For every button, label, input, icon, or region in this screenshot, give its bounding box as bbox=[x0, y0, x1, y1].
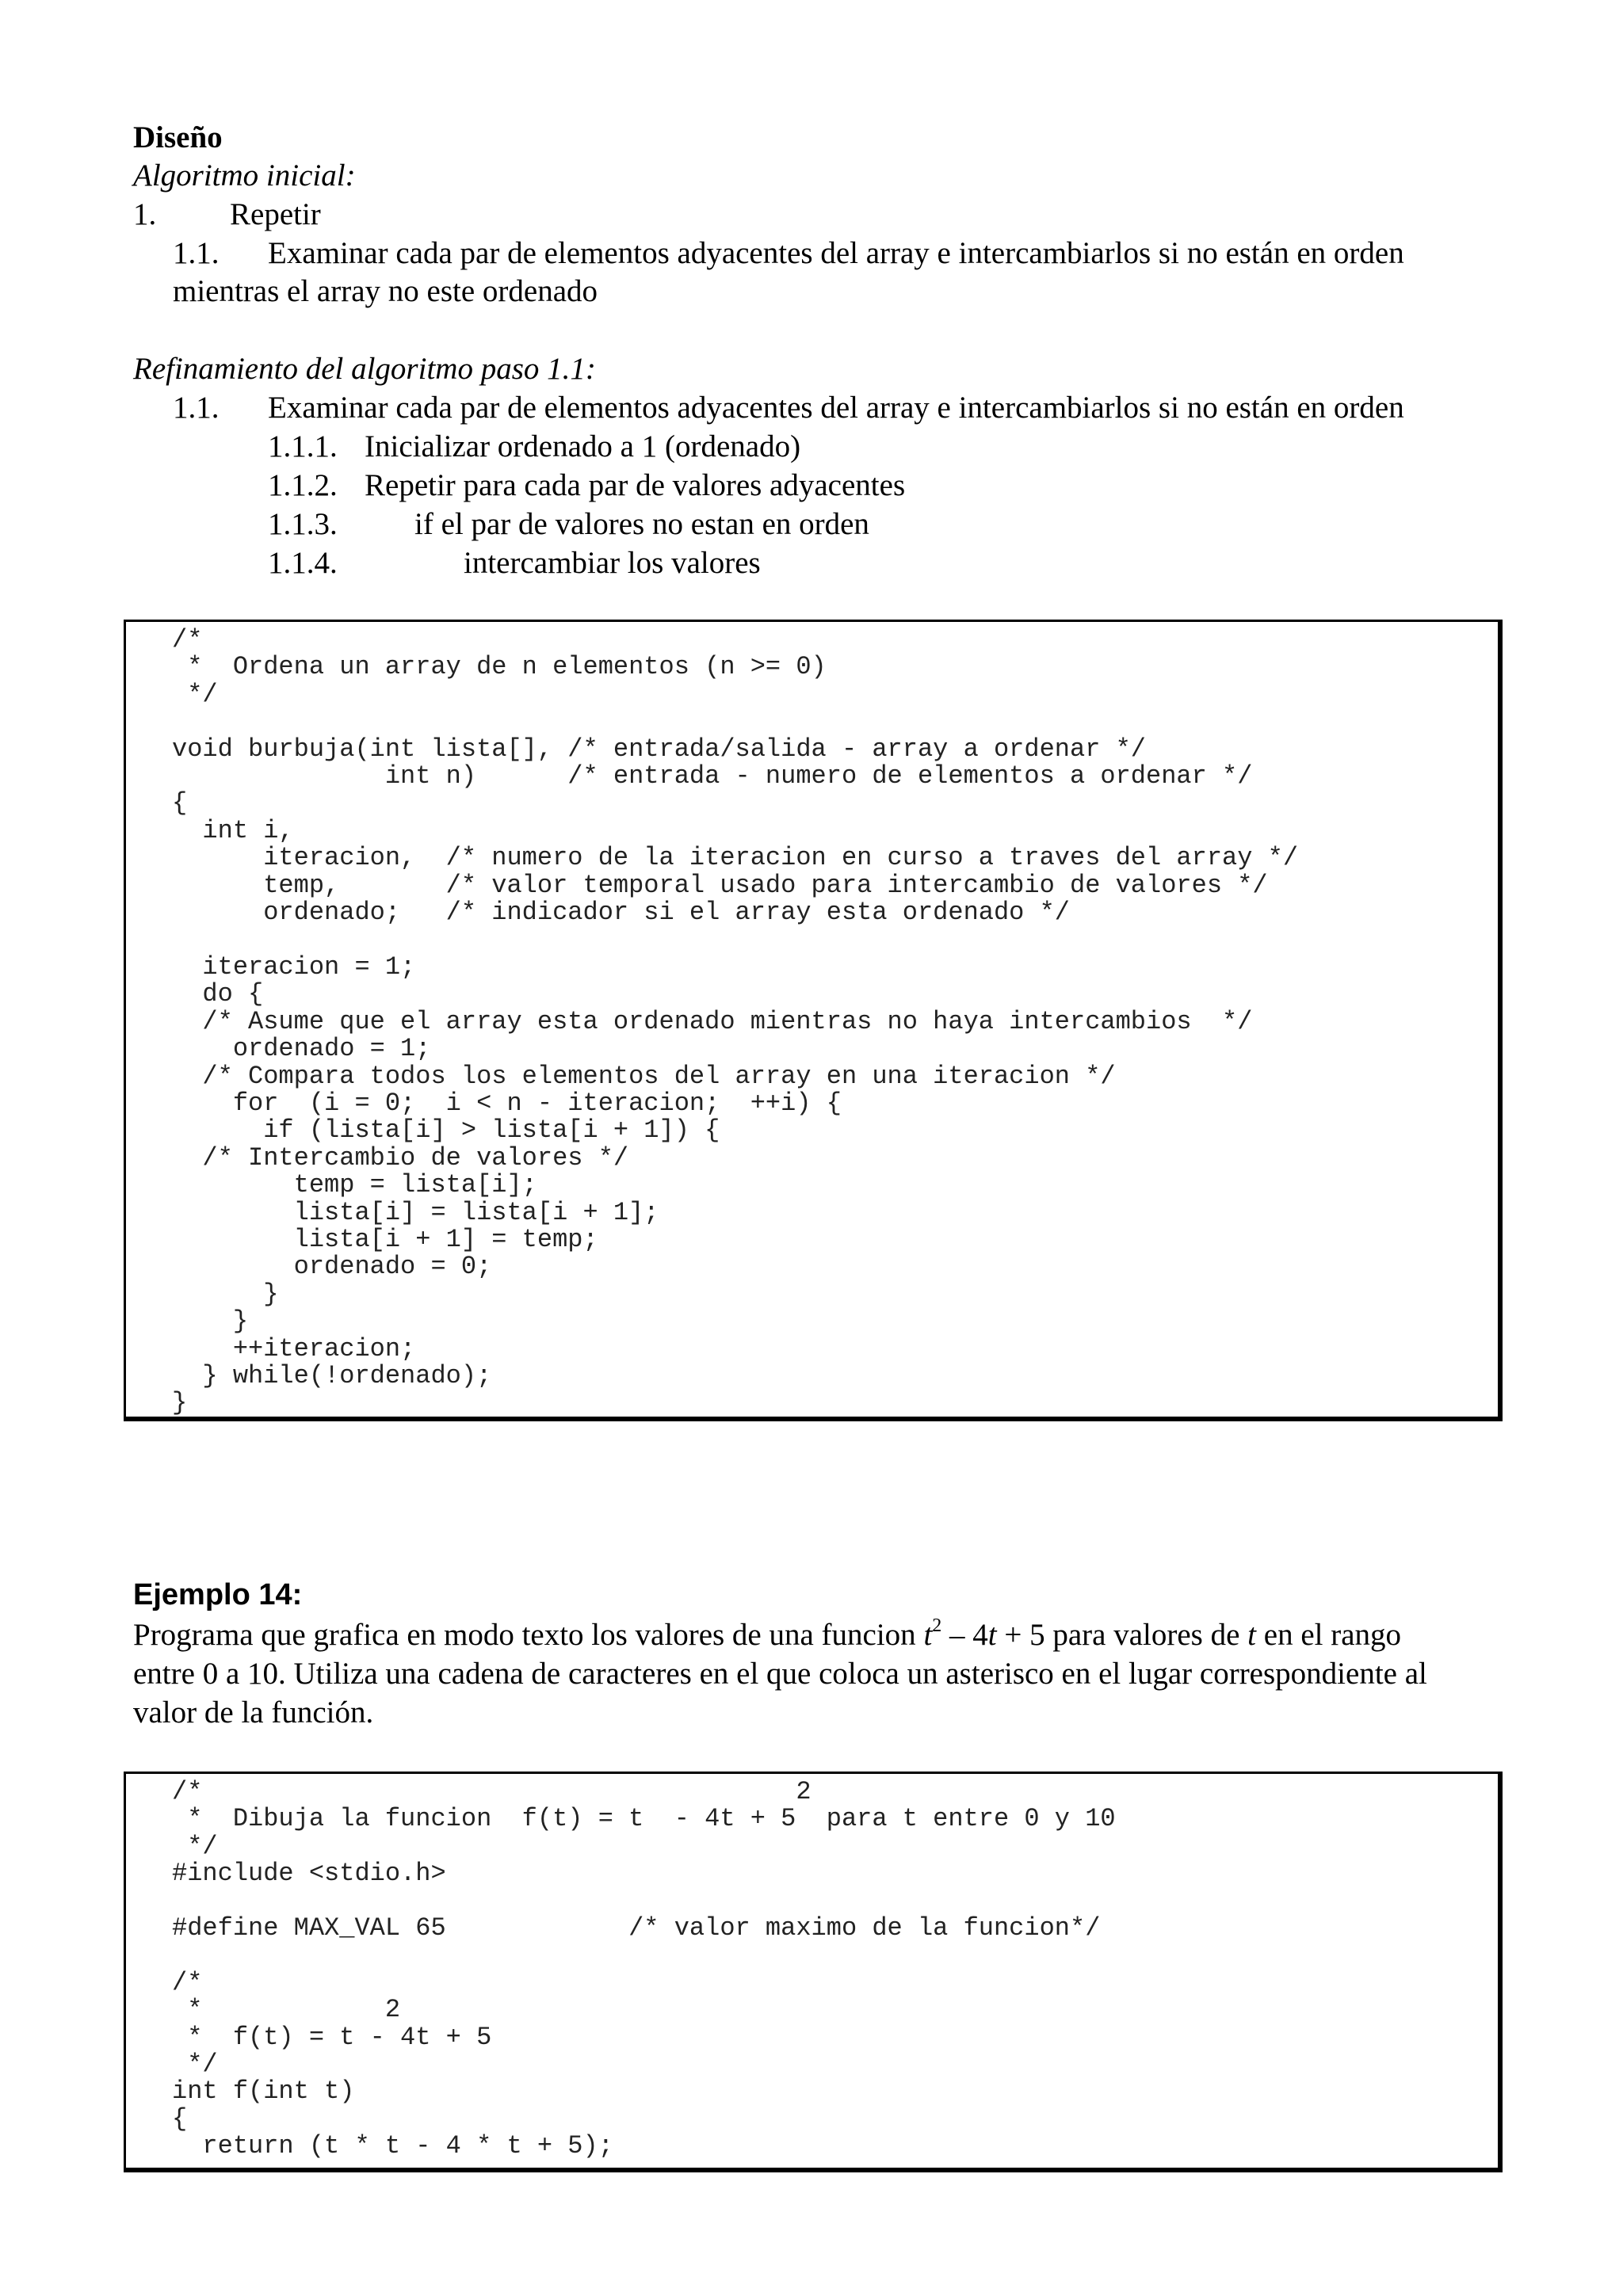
refine-1-1-4-text: intercambiar los valores bbox=[464, 546, 761, 580]
refine-1-1-2-number: 1.1.2. bbox=[268, 468, 338, 502]
refine-1-1-3-number: 1.1.3. bbox=[268, 507, 338, 541]
code-funcion: /* 2 * Dibuja la funcion f(t) = t - 4t + 5 para t entre 0 y 10 */ #include <stdio.h> #define MAX_VAL 65 /* valor maximo de la funcion*/ /* * 2 * f(t) = t - 4t + 5 */ int f(int t) { return (t * t - 4 * t + 5); bbox=[172, 1777, 1116, 2161]
step-1-1-continuation: mientras el array no este ordenado bbox=[173, 274, 598, 308]
refinement-label: Refinamiento del algoritmo paso 1.1: bbox=[133, 352, 596, 386]
refine-1-1-3-text: if el par de valores no estan en orden bbox=[414, 507, 869, 541]
step-1-1-text: Examinar cada par de elementos adyacentes del array e intercambiarlos si no están en orden bbox=[268, 236, 1404, 270]
refine-1-1-1-number: 1.1.1. bbox=[268, 429, 338, 463]
initial-algorithm-label: Algoritmo inicial: bbox=[133, 158, 356, 193]
example-description-line-1: Programa que grafica en modo texto los valores de una funcion $t^2 - 4t + 5$ para valores de t en el rango bbox=[133, 1615, 1402, 1652]
step-1-1-number: 1.1. bbox=[173, 236, 220, 270]
refine-1-1-4-number: 1.1.4. bbox=[268, 546, 338, 580]
example-description-line-2: entre 0 a 10. Utiliza una cadena de caracteres en el que coloca un asterisco en el lugar correspondiente al bbox=[133, 1657, 1427, 1691]
refine-1-1-1-text: Inicializar ordenado a 1 (ordenado) bbox=[365, 429, 801, 463]
refine-1-1-text: Examinar cada par de elementos adyacentes del array e intercambiarlos si no están en orden bbox=[268, 391, 1404, 425]
step-1-number: 1. bbox=[133, 197, 157, 231]
code-block-burbuja bbox=[124, 620, 1503, 1421]
design-heading: Diseño bbox=[133, 120, 223, 154]
refine-1-1-2-text: Repetir para cada par de valores adyacentes bbox=[365, 468, 906, 502]
refine-1-1-number: 1.1. bbox=[173, 391, 220, 425]
example-title: Ejemplo 14: bbox=[133, 1578, 303, 1611]
step-1-text: Repetir bbox=[230, 197, 321, 231]
example-description-line-3: valor de la función. bbox=[133, 1695, 374, 1730]
code-block-funcion bbox=[124, 1772, 1503, 2172]
code-burbuja: /* * Ordena un array de n elementos (n >= 0) */ void burbuja(int lista[], /* entrada/salida - array a ordenar */ int n) /* entrada - numero de elementos a ordenar */ { int i, iteracion, /* numero de la iteracion en curso a traves del array */ temp, /* valor temporal usado para intercambio de valores */ ordenado; /* indicador si el array esta ordenado */ iteracion = 1; do { /* Asume que el array esta ordenado mientras no haya intercambios */ ordenado = 1; /* Compara todos los elementos del array en una iteracion */ for (i = 0; i < n - iteracion; ++i) { if (lista[i] > lista[i + 1]) { /* Intercambio de valores */ temp = lista[i]; lista[i] = lista[i + 1]; lista[i + 1] = temp; ordenado = 0; } } ++iteracion; } while(!ordenado); } bbox=[172, 625, 1299, 1418]
